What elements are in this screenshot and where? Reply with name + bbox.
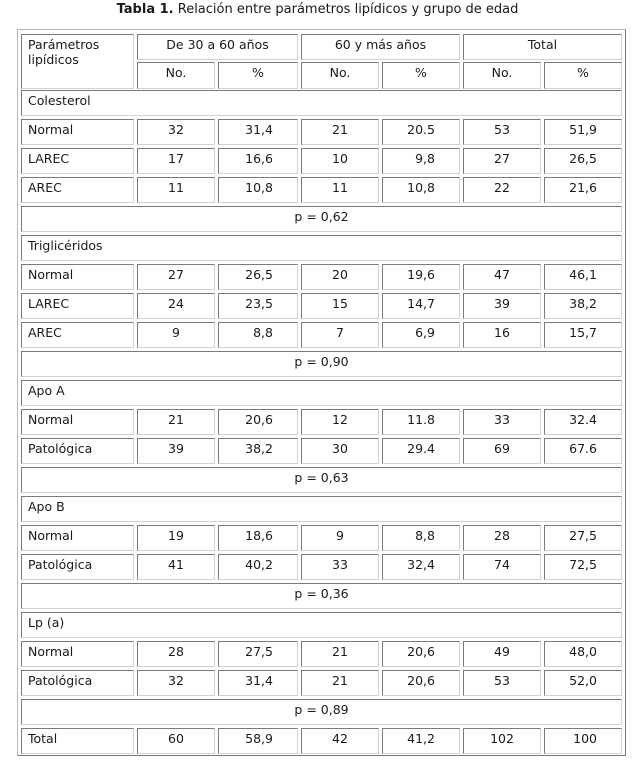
section-title: Apo B [21,496,622,522]
p-value: p = 0,62 [21,206,622,232]
cell-percent: 16,6 [218,148,298,174]
cell-count: 69 [463,438,541,464]
cell-count: 27 [463,148,541,174]
cell-percent: 15,7 [544,322,622,348]
cell-percent: 38,2 [218,438,298,464]
table-caption-label: Tabla 1. [116,2,174,17]
total-percent: 58,9 [218,728,298,754]
cell-count: 24 [137,293,215,319]
header-group-60-plus: 60 y más años [301,34,460,60]
cell-percent: 26,5 [218,264,298,290]
header-count: No. [301,62,379,89]
cell-count: 21 [301,641,379,667]
row-label: AREC [21,177,134,203]
row-label: LAREC [21,293,134,319]
cell-percent: 6,9 [382,322,460,348]
header-group-total: Total [463,34,622,60]
cell-count: 33 [463,409,541,435]
cell-count: 32 [137,119,215,145]
cell-percent: 32.4 [544,409,622,435]
cell-count: 15 [301,293,379,319]
cell-count: 20 [301,264,379,290]
cell-count: 27 [137,264,215,290]
header-count: No. [137,62,215,89]
cell-percent: 72,5 [544,554,622,580]
header-percent: % [544,62,622,89]
row-label: AREC [21,322,134,348]
cell-percent: 18,6 [218,525,298,551]
p-value: p = 0,36 [21,583,622,609]
cell-percent: 14,7 [382,293,460,319]
section-title: Apo A [21,380,622,406]
cell-count: 11 [301,177,379,203]
total-count: 102 [463,728,541,754]
cell-count: 21 [301,670,379,696]
row-label: LAREC [21,148,134,174]
row-label: Patológica [21,670,134,696]
cell-percent: 26,5 [544,148,622,174]
section-title: Colesterol [21,90,622,116]
cell-percent: 40,2 [218,554,298,580]
cell-count: 7 [301,322,379,348]
cell-percent: 21,6 [544,177,622,203]
cell-count: 21 [301,119,379,145]
cell-percent: 27,5 [218,641,298,667]
header-count: No. [463,62,541,89]
cell-percent: 10,8 [382,177,460,203]
cell-percent: 20,6 [382,670,460,696]
header-parameter: Parámetros lipídicos [21,34,134,89]
row-label: Normal [21,264,134,290]
cell-percent: 51,9 [544,119,622,145]
row-label: Normal [21,119,134,145]
cell-count: 10 [301,148,379,174]
cell-percent: 67.6 [544,438,622,464]
cell-count: 28 [463,525,541,551]
total-count: 60 [137,728,215,754]
cell-percent: 31,4 [218,119,298,145]
p-value: p = 0,63 [21,467,622,493]
cell-count: 17 [137,148,215,174]
table-caption-text: Relación entre parámetros lipídicos y grupo de edad [173,2,519,17]
header-percent: % [382,62,460,89]
cell-count: 32 [137,670,215,696]
cell-count: 53 [463,670,541,696]
cell-percent: 48,0 [544,641,622,667]
cell-count: 22 [463,177,541,203]
cell-percent: 20.5 [382,119,460,145]
cell-percent: 31,4 [218,670,298,696]
row-label: Normal [21,409,134,435]
cell-count: 12 [301,409,379,435]
cell-percent: 27,5 [544,525,622,551]
header-percent: % [218,62,298,89]
cell-count: 47 [463,264,541,290]
cell-count: 11 [137,177,215,203]
cell-count: 28 [137,641,215,667]
cell-count: 74 [463,554,541,580]
cell-percent: 23,5 [218,293,298,319]
cell-count: 41 [137,554,215,580]
row-label: Normal [21,641,134,667]
header-group-30-60: De 30 a 60 años [137,34,298,60]
p-value: p = 0,90 [21,351,622,377]
cell-percent: 29.4 [382,438,460,464]
cell-count: 21 [137,409,215,435]
cell-count: 49 [463,641,541,667]
row-label: Normal [21,525,134,551]
total-count: 42 [301,728,379,754]
cell-percent: 46,1 [544,264,622,290]
cell-percent: 8,8 [382,525,460,551]
cell-count: 30 [301,438,379,464]
cell-count: 39 [463,293,541,319]
cell-percent: 9,8 [382,148,460,174]
cell-count: 9 [137,322,215,348]
cell-count: 16 [463,322,541,348]
total-label: Total [21,728,134,754]
cell-count: 39 [137,438,215,464]
row-label: Patológica [21,554,134,580]
section-title: Lp (a) [21,612,622,638]
cell-count: 19 [137,525,215,551]
cell-count: 53 [463,119,541,145]
total-percent: 100 [544,728,622,754]
cell-percent: 10,8 [218,177,298,203]
table-caption [0,2,635,18]
cell-percent: 8,8 [218,322,298,348]
cell-count: 33 [301,554,379,580]
cell-percent: 11.8 [382,409,460,435]
cell-percent: 19,6 [382,264,460,290]
total-percent: 41,2 [382,728,460,754]
cell-percent: 52,0 [544,670,622,696]
row-label: Patológica [21,438,134,464]
cell-percent: 32,4 [382,554,460,580]
p-value: p = 0,89 [21,699,622,725]
cell-percent: 20,6 [382,641,460,667]
cell-percent: 20,6 [218,409,298,435]
cell-percent: 38,2 [544,293,622,319]
cell-count: 9 [301,525,379,551]
section-title: Triglicéridos [21,235,622,261]
